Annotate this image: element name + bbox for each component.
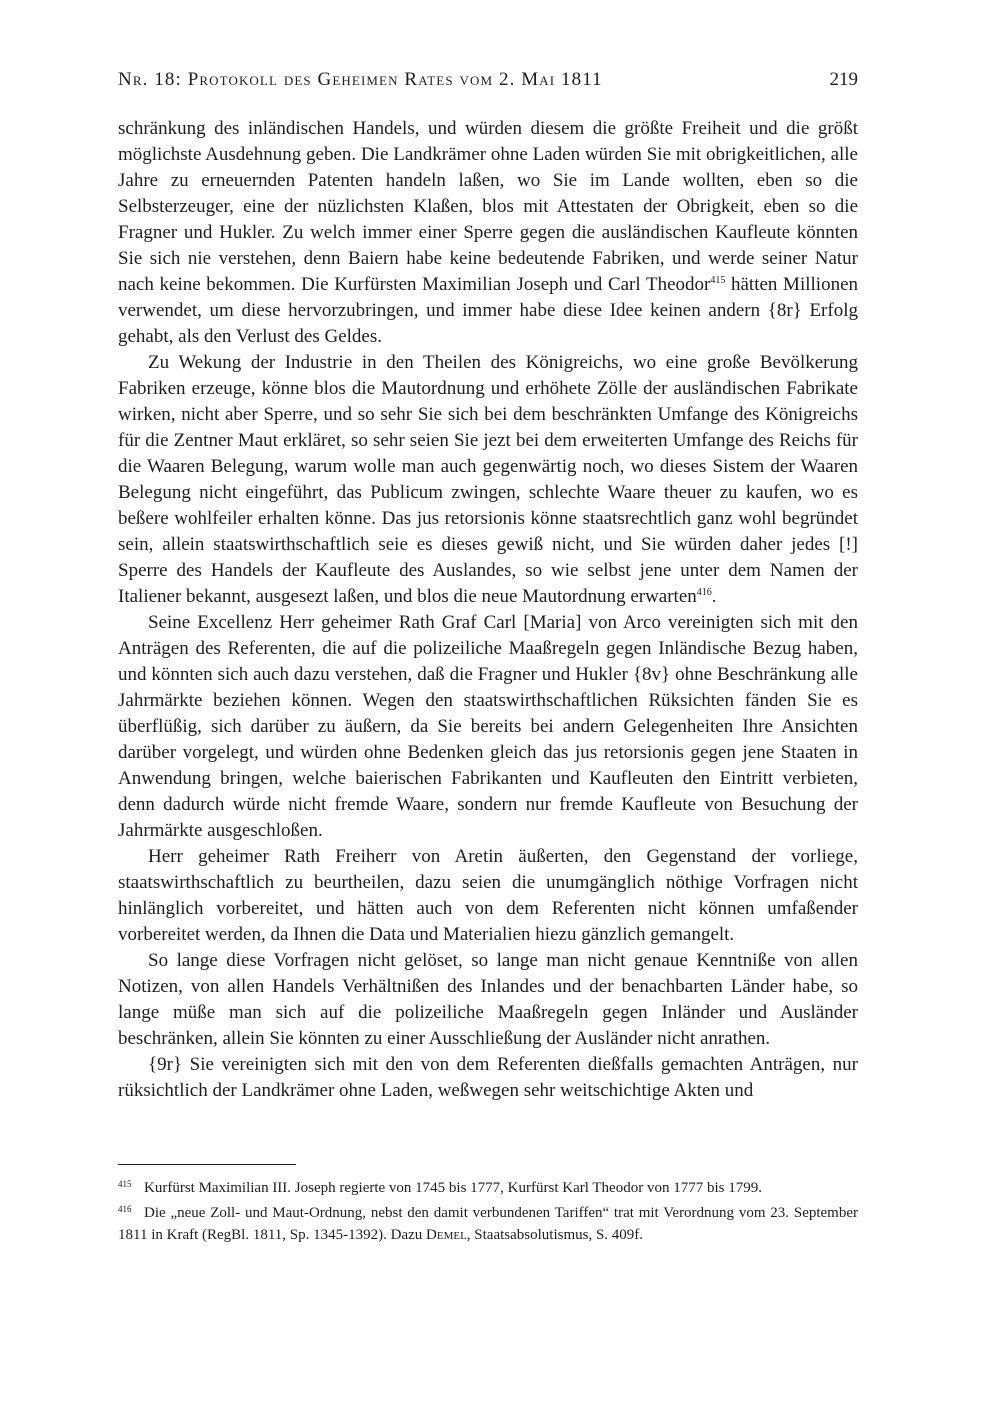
footnote-415: 415 Kurfürst Maximilian III. Joseph regierte von 1745 bis 1777, Kurfürst Karl Theodor von 1777 bis 1799. (118, 1179, 762, 1196)
footnote-text: Kurfürst Maximilian III. Joseph regierte von 1745 bis 1777, Kurfürst Karl Theodor von 1777 bis 1799. (144, 1180, 762, 1196)
footnote-divider (118, 1164, 296, 1165)
running-head (118, 66, 858, 94)
footnote-text-a: Die „neue Zoll- und Maut-Ordnung, nebst den damit verbundenen Tariffen“ trat mit Verordnung vom 23. September 1811 in Kraft (RegBl. 1811, Sp. 1345-1392). Dazu (118, 1205, 858, 1243)
body-text (118, 116, 858, 1104)
paragraph-5: So lange diese Vorfragen nicht gelöset, so lange man nicht genaue Kenntniße von allen Notizen, von allen Handels Verhältnißen des Inlandes und der benachbarten Länder habe, so lange müße man sich auf die polizeiliche Maaßregeln gegen Inländer und Ausländer beschränken, allein Sie könnten zu einer Ausschließung der Ausländer nicht anrathen. (118, 950, 858, 1049)
paragraph-4: Herr geheimer Rath Freiherr von Aretin äußerten, den Gegenstand der vorliege, staatswirthschaftlich zu beurtheilen, dazu seien die unumgänglich nöthige Vorfragen nicht hinlänglich vorbereitet, und hätten auch von dem Referenten nicht können umfaßender vorbereitet werden, da Ihnen die Data und Materialien hiezu gänzlich gemangelt. (118, 846, 858, 945)
footnotes (118, 1177, 858, 1249)
footnote-416: 416 Die „neue Zoll- und Maut-Ordnung, nebst den damit verbundenen Tariffen“ trat mit Verordnung vom 23. September 1811 in Kraft (RegBl. 1811, Sp. 1345-1392). Dazu Demel, Staatsabsolutismus, S. 409f. (118, 1204, 858, 1243)
running-title: Nr. 18: Protokoll des Geheimen Rates vom 2. Mai 1811 (118, 69, 603, 90)
page-number: 219 (829, 69, 858, 90)
paragraph-2-text-a: Zu Wekung der Industrie in den Theilen des Königreichs, wo eine große Bevölkerung Fabriken erzeuge, könne blos die Mautordnung und erhöhete Zölle der ausländischen Fabrikate wirken, nicht aber Sperre, und so sehr Sie sich bei dem beschränkten Umfange des Königreichs für die Zentner Maut erkläret, so sehr seien Sie jezt bei dem erweiterten Umfange des Reichs für die Waaren Belegung, warum wolle man auch gegenwärtig noch, wo dieses Sistem der Waaren Belegung nicht eingeführt, das Publicum zwingen, schlechte Waare theuer zu kaufen, wo es beßere wohlfeiler erhalten könne. Das jus retorsionis könne staatsrechtlich ganz wohl begründet sein, allein staatswirthschaftlich seie es dieses gewiß nicht, und Sie würden daher jedes [!] Sperre des Handels der Kaufleute des Auslandes, so wie selbst jene unter dem Namen der Italiener bekannt, ausgesezt laßen, und blos die neue Mautordnung erwarten (118, 352, 858, 607)
paragraph-1 (118, 116, 858, 350)
paragraph-2-text-b: . (711, 586, 717, 607)
footnote-ref-415: 415 (710, 275, 726, 286)
footnote-author: Demel (426, 1227, 467, 1243)
footnote-ref-416: 416 (696, 587, 712, 598)
paragraph-3: Seine Excellenz Herr geheimer Rath Graf Carl [Maria] von Arco vereinigten sich mit den Anträgen des Referenten, die auf die polizeiliche Maaßregeln gegen Inländische Bezug haben, und könnten sich auch dazu verstehen, daß die Fragner und Hukler {8v} ohne Beschränkung alle Jahrmärkte beziehen können. Wegen den staatswirthschaftlichen Rüksichten fänden Sie es überflüßig, sich darüber zu äußern, da Sie bereits bei andern Gelegenheiten Ihre Ansichten darüber vorgelegt, und würden ohne Bedenken gleich das jus retorsionis gegen jene Staaten in Anwendung bringen, welche baierischen Fabrikanten und Kaufleuten den Eintritt verbieten, denn dadurch würde nicht fremde Waare, sondern nur fremde Kaufleute von Besuchung der Jahrmärkte ausgeschloßen. (118, 612, 858, 841)
paragraph-6: {9r} Sie vereinigten sich mit den von dem Referenten dießfalls gemachten Anträgen, nur rüksichtlich der Landkrämer ohne Laden, weßwegen sehr weitschichtige Akten und (118, 1054, 858, 1101)
paragraph-1-text-a: schränkung des inländischen Handels, und würden diesem die größte Freiheit und die größt möglichste Ausdehnung geben. Die Landkrämer ohne Laden würden Sie mit obrigkeitlichen, alle Jahre zu erneuernden Patenten handeln laßen, wo Sie im Lande wollten, eben so die Selbsterzeuger, eine der nüzlichsten Klaßen, blos mit Attestaten der Obrigkeit, eben so die Fragner und Hukler. Zu welch immer einer Sperre gegen die ausländischen Kaufleute könnten Sie sich nie verstehen, denn Baiern habe keine bedeutende Fabriken, und werde seiner Natur nach keine bekommen. Die Kurfürsten Maximilian Joseph und Carl Theodor (118, 118, 858, 295)
paragraph-1-text-b: hätten Millionen verwendet, um diese hervorzubringen, und immer habe diese Idee keinen andern {8r} Erfolg gehabt, als den Verlust des Geldes. (118, 274, 858, 347)
paragraph-2 (118, 350, 858, 610)
footnote-text-b: , Staatsabsolutismus, S. 409f. (466, 1227, 644, 1243)
